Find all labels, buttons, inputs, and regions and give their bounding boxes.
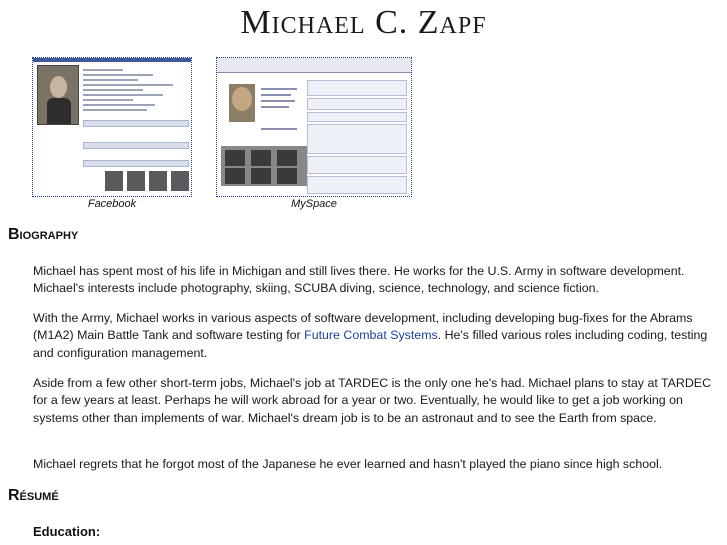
myspace-thumbnail-figure	[216, 57, 412, 210]
myspace-thumbnail-link[interactable]	[216, 57, 412, 197]
myspace-caption: MySpace	[291, 198, 337, 210]
biography-paragraph-1: Michael has spent most of his life in Michigan and still lives there. He works for the U.S. Army in software development. Michael's interests include photography, skiing, SCUBA diving, science, technology, and science fiction.	[33, 264, 685, 296]
profile-photo	[229, 84, 255, 122]
photo-tiles	[221, 146, 307, 186]
biography-paragraph-4: Michael regrets that he forgot most of the Japanese he ever learned and hasn't played the piano since high school.	[33, 457, 663, 471]
facebook-caption: Facebook	[87, 198, 137, 210]
friends-strip	[35, 171, 189, 193]
biography-paragraph-3: Aside from a few other short-term jobs, Michael's job at TARDEC is the only one he's had. Michael plans to stay at TARDEC for a few years at least. Perhaps he will work abroad for a year or two. Eventually, he would like to get a job working on systems other than implements of war. Michael's dream job is to be an astronaut and to see the Earth from space.	[33, 376, 712, 425]
resume-heading: Résumé	[8, 487, 59, 504]
page-title: Michael C. Zapf	[240, 4, 487, 41]
profile-photo	[37, 65, 79, 125]
biography-heading: Biography	[8, 226, 79, 243]
biography-paragraph-2: With the Army, Michael works in various aspects of software development, including developing bug-fixes for the Abrams (M1A2) Main Battle Tank and software testing for Future Combat Systems. He's filled various roles including coding, testing and configuration management.	[33, 311, 708, 360]
facebook-thumbnail-figure	[32, 57, 192, 210]
facebook-thumbnail-link[interactable]	[32, 57, 192, 197]
future-combat-systems-link[interactable]: Future Combat Systems	[304, 328, 438, 343]
education-label: Education:	[33, 524, 101, 539]
